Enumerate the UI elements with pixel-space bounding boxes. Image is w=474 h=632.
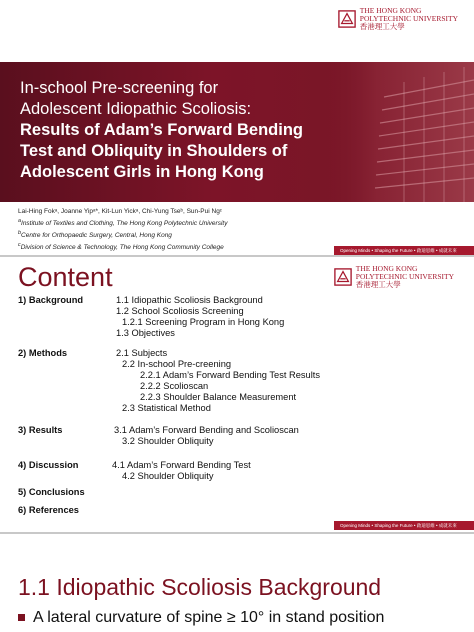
slide2-university-name-zh: 香港理工大學 <box>355 280 401 289</box>
slide1-footer-bar: Opening Minds • Shaping the Future • 啟迪思維 • 成就未來 <box>334 246 474 255</box>
presentation-title <box>20 78 330 183</box>
affiliation-a: $^a$Institute of Textiles and Clothing, The Hong Kong Polytechnic University <box>18 217 228 227</box>
building-photo <box>324 62 474 202</box>
toc-section-background: 1) Background <box>18 295 84 305</box>
affiliation-c-text: Division of Science & Technology, The Hong Kong Community College <box>20 243 224 251</box>
toc-item: 3.2 Shoulder Obliquity <box>122 436 214 446</box>
toc-section-methods: 2) Methods <box>18 348 68 358</box>
title-line-2: Adolescent Idiopathic Scoliosis: <box>20 100 252 118</box>
toc-section-conclusions: 5) Conclusions <box>18 487 85 497</box>
toc-item: 4.2 Shoulder Obliquity <box>122 471 214 481</box>
toc-item: 2.1 Subjects <box>116 348 168 358</box>
slide2-university-name <box>356 265 454 289</box>
content-title: Content <box>18 262 113 292</box>
university-logo <box>338 7 458 31</box>
section-title: 1.1 Idiopathic Scoliosis Background <box>18 574 382 600</box>
toc-section-discussion: 4) Discussion <box>18 460 79 470</box>
university-emblem-icon <box>334 268 352 286</box>
toc-section-references: 6) References <box>18 505 79 515</box>
toc-section-results: 3) Results <box>18 425 63 435</box>
toc-item: 1.2.1 Screening Program in Hong Kong <box>122 317 285 327</box>
university-emblem-icon <box>338 10 356 28</box>
bullet-text: A lateral curvature of spine ≥ 10° in stand position <box>33 609 385 626</box>
slide2-university-logo <box>334 265 454 289</box>
author-list: Lai-Hing Fokᵃ, Joanne Yipᵃ*, Kit-Lun Yickᵃ, Chi-Yung Tseᵇ, Sun-Pui Ngᶜ <box>18 208 223 215</box>
title-line-5: Adolescent Girls in Hong Kong <box>20 163 264 181</box>
toc-item: 2.2.2 Scolioscan <box>140 381 209 391</box>
university-name <box>360 7 458 31</box>
toc-item: 3.1 Adam’s Forward Bending and Scolioscan <box>114 425 299 435</box>
slide2-university-name-line2: POLYTECHNIC UNIVERSITY <box>355 272 454 281</box>
title-line-4: Test and Obliquity in Shoulders of <box>20 142 288 160</box>
background-slide <box>0 534 474 632</box>
bullet-square-icon <box>18 614 25 621</box>
toc-item: 1.3 Objectives <box>116 328 175 338</box>
slide2-university-name-line1: THE HONG KONG <box>355 264 418 273</box>
toc-item: 2.2.1 Adam’s Forward Bending Test Results <box>140 370 321 380</box>
bullet-point <box>18 609 384 627</box>
toc-item: 2.3 Statistical Method <box>122 403 211 413</box>
title-slide <box>0 0 474 255</box>
affiliation-b-text: Centre for Orthopaedic Surgery, Central, Hong Kong <box>21 231 172 239</box>
toc-item: 2.2.3 Shoulder Balance Measurement <box>140 392 297 402</box>
content-slide <box>0 257 474 532</box>
authors-block <box>18 208 348 253</box>
university-name-zh: 香港理工大學 <box>359 22 405 31</box>
university-name-line2: POLYTECHNIC UNIVERSITY <box>359 14 458 23</box>
affiliation-c: $^c$Division of Science & Technology, The Hong Kong Community College <box>18 241 224 251</box>
toc-item: 1.1 Idiopathic Scoliosis Background <box>116 295 263 305</box>
toc-item: 4.1 Adam’s Forward Bending Test <box>112 460 251 470</box>
slide2-footer-bar: Opening Minds • Shaping the Future • 啟迪思維 • 成就未來 <box>334 521 474 530</box>
university-name-line1: THE HONG KONG <box>359 6 422 15</box>
toc-item: 1.2 School Scoliosis Screening <box>116 306 244 316</box>
affiliation-b: $^b$Centre for Orthopaedic Surgery, Central, Hong Kong <box>18 229 172 239</box>
affiliation-a-text: Institute of Textiles and Clothing, The Hong Kong Polytechnic University <box>21 219 228 227</box>
toc-item: 2.2 In-school Pre-creening <box>122 359 232 369</box>
title-line-3: Results of Adam’s Forward Bending <box>20 121 303 139</box>
title-line-1: In-school Pre-screening for <box>20 79 219 97</box>
